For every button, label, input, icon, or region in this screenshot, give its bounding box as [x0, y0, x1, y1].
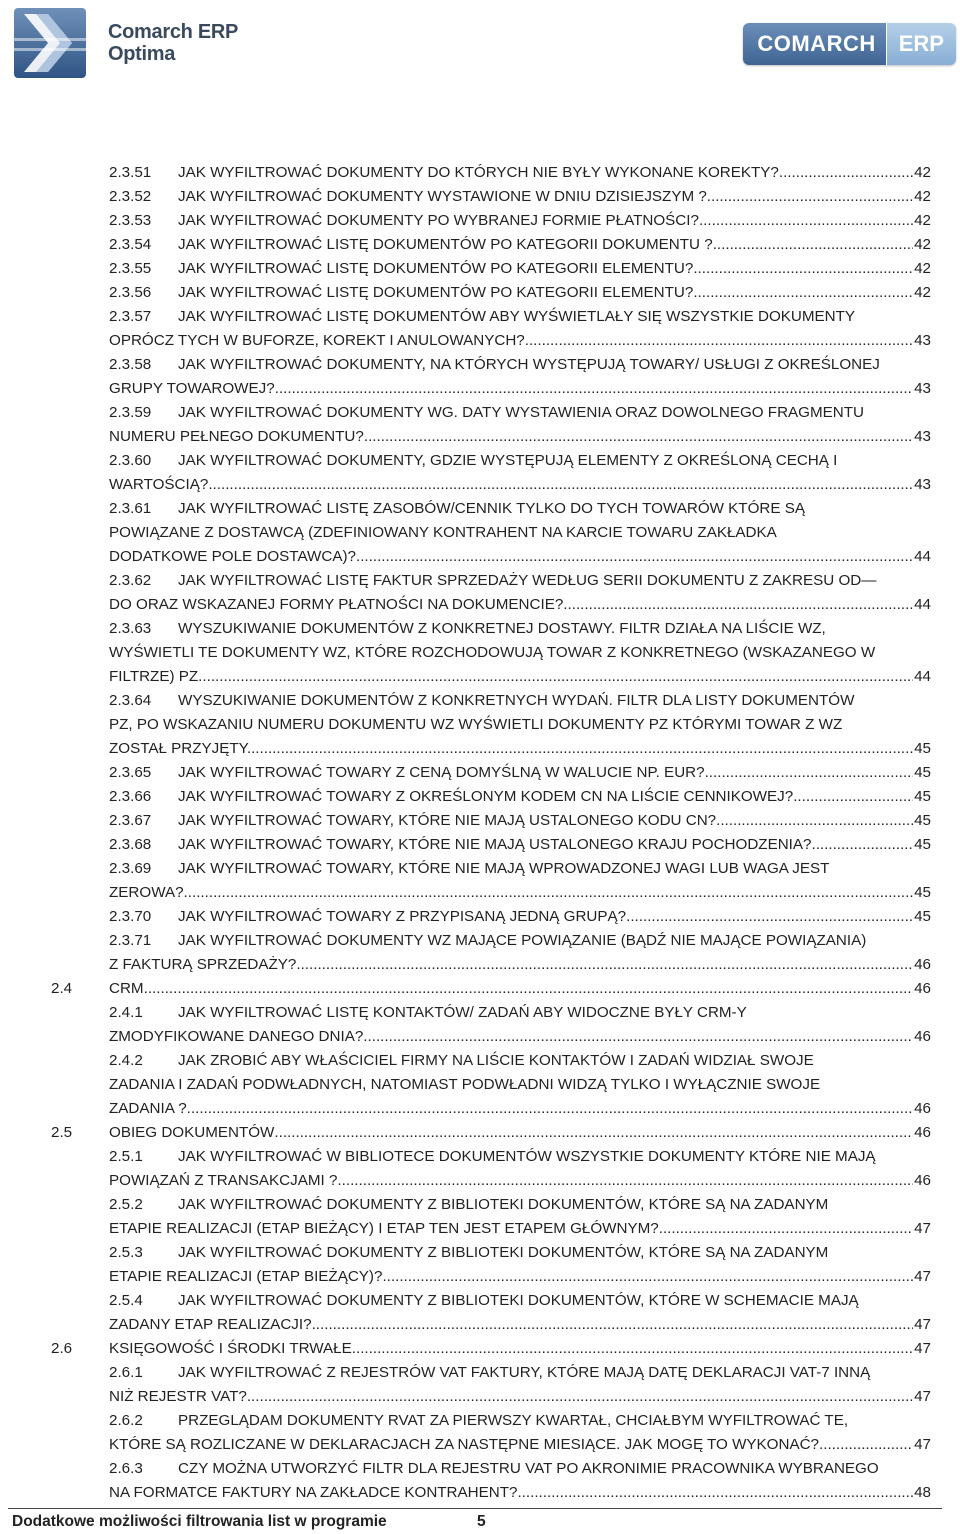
- dot-leader: [274, 1121, 913, 1145]
- toc-page-number: 45: [914, 740, 931, 757]
- toc-entry-title: FILTRZE) PZ.: [109, 668, 203, 685]
- toc-entry-number: 2.3.70: [109, 908, 152, 925]
- toc-entry[interactable]: [0, 1145, 960, 1193]
- toc-entry-title: PRZEGLĄDAM DOKUMENTY RVAT ZA PIERWSZY KWARTAŁ, CHCIAŁBYM WYFILTROWAĆ TE,: [178, 1412, 849, 1429]
- toc-entry-number: 2.3.61: [109, 500, 152, 517]
- dot-leader: [296, 953, 913, 977]
- toc-entry-number: 2.3.63: [109, 620, 152, 637]
- toc-entry-title: JAK WYFILTROWAĆ DOKUMENTY PO WYBRANEJ FORMIE PŁATNOŚCI?: [178, 212, 699, 229]
- toc-entry[interactable]: [0, 353, 960, 401]
- toc-entry-number: 2.3.67: [109, 812, 152, 829]
- toc-entry-title: ZMODYFIKOWANE DANEGO DNIA?: [109, 1028, 364, 1045]
- toc-page-number: 45: [914, 788, 931, 805]
- toc-entry-title: POWIĄZANE Z DOSTAWCĄ (ZDEFINIOWANY KONTRAHENT NA KARCIE TOWARU ZAKŁADKA: [109, 524, 777, 541]
- toc-entry[interactable]: [0, 929, 960, 977]
- dot-leader: [713, 233, 913, 257]
- toc-entry-title: JAK WYFILTROWAĆ LISTĘ DOKUMENTÓW PO KATEGORII DOKUMENTU ?: [178, 236, 713, 253]
- toc-entry-title: JAK WYFILTROWAĆ TOWARY Z PRZYPISANĄ JEDNĄ GRUPĄ?: [178, 908, 627, 925]
- dot-leader: [187, 1097, 913, 1121]
- toc-entry[interactable]: [0, 161, 960, 185]
- erp-brand-text: ERP: [886, 23, 956, 65]
- toc-page-number: 43: [914, 380, 931, 397]
- toc-entry-number: 2.4.1: [109, 1004, 143, 1021]
- toc-page-number: 42: [914, 284, 931, 301]
- dot-leader: [563, 593, 913, 617]
- toc-entry-number: 2.5.3: [109, 1244, 143, 1261]
- comarch-erp-optima-logo: [14, 8, 238, 78]
- toc-entry[interactable]: [0, 449, 960, 497]
- toc-entry-title: ZOSTAŁ PRZYJĘTY.: [109, 740, 252, 757]
- toc-page-number: 47: [914, 1220, 931, 1237]
- dot-leader: [707, 185, 913, 209]
- toc-entry-title: JAK WYFILTROWAĆ TOWARY Z CENĄ DOMYŚLNĄ W WALUCIE NP. EUR?: [178, 764, 705, 781]
- toc-page-number: 47: [914, 1388, 931, 1405]
- optima-logo-icon: [14, 8, 86, 78]
- toc-entry-title: PZ, PO WSKAZANIU NUMERU DOKUMENTU WZ WYŚWIETLI DOKUMENTY PZ KTÓRYMI TOWAR Z WZ: [109, 716, 843, 733]
- toc-entry-title: JAK ZROBIĆ ABY WŁAŚCICIEL FIRMY NA LIŚCIE KONTAKTÓW I ZADAŃ WIDZIAŁ SWOJE: [178, 1052, 814, 1069]
- dot-leader: [202, 665, 913, 689]
- dot-leader: [247, 1385, 913, 1409]
- toc-entry[interactable]: [0, 185, 960, 209]
- toc-entry-title: JAK WYFILTROWAĆ TOWARY, KTÓRE NIE MAJĄ USTALONEGO KRAJU POCHODZENIA?: [178, 836, 812, 853]
- toc-page-number: 45: [914, 908, 931, 925]
- toc-entry-title: JAK WYFILTROWAĆ LISTĘ DOKUMENTÓW PO KATEGORII ELEMENTU?: [178, 284, 694, 301]
- toc-entry-title: CZY MOŻNA UTWORZYĆ FILTR DLA REJESTRU VAT PO AKRONIMIE PRACOWNIKA WYBRANEGO: [178, 1460, 879, 1477]
- dot-leader: [693, 257, 913, 281]
- toc-entry-title: JAK WYFILTROWAĆ DOKUMENTY Z BIBLIOTEKI DOKUMENTÓW, KTÓRE SĄ NA ZADANYM: [178, 1244, 829, 1261]
- toc-entry-number: 2.3.52: [109, 188, 152, 205]
- toc-entry[interactable]: [0, 401, 960, 449]
- toc-entry[interactable]: [0, 809, 960, 833]
- toc-entry-number: 2.5.1: [109, 1148, 143, 1165]
- page-header: [0, 0, 960, 100]
- toc-entry-number: 2.3.53: [109, 212, 152, 229]
- dot-leader: [352, 1337, 913, 1361]
- toc-entry-title: JAK WYFILTROWAĆ TOWARY, KTÓRE NIE MAJĄ USTALONEGO KODU CN?: [178, 812, 717, 829]
- toc-entry-title: Z FAKTURĄ SPRZEDAŻY?: [109, 956, 297, 973]
- toc-page-number: 43: [914, 476, 931, 493]
- toc-entry-title: JAK WYFILTROWAĆ DOKUMENTY WZ MAJĄCE POWIĄZANIE (BĄDŹ NIE MAJĄCE POWIĄZANIA): [178, 932, 867, 949]
- toc-entry-number: 2.4: [51, 980, 73, 997]
- toc-page-number: 44: [914, 596, 931, 613]
- toc-entry-title: ZADANIA ?: [109, 1100, 187, 1117]
- toc-entry-number: 2.6.1: [109, 1364, 143, 1381]
- toc-entry[interactable]: [0, 617, 960, 689]
- toc-entry-title: OBIEG DOKUMENTÓW: [109, 1124, 275, 1141]
- toc-entry-title: GRUPY TOWAROWEJ?: [109, 380, 275, 397]
- toc-page-number: 45: [914, 812, 931, 829]
- toc-entry[interactable]: [0, 1361, 960, 1409]
- toc-entry[interactable]: [0, 905, 960, 929]
- toc-page-number: 46: [914, 1100, 931, 1117]
- toc-entry-title: JAK WYFILTROWAĆ DOKUMENTY WG. DATY WYSTAWIENIA ORAZ DOWOLNEGO FRAGMENTU: [178, 404, 864, 421]
- toc-entry-number: 2.3.69: [109, 860, 152, 877]
- toc-page-number: 43: [914, 332, 931, 349]
- toc-page-number: 46: [914, 956, 931, 973]
- toc-entry[interactable]: [0, 1193, 960, 1241]
- toc-entry[interactable]: [0, 305, 960, 353]
- dot-leader: [659, 1217, 913, 1241]
- toc-entry-title: NIŻ REJESTR VAT?: [109, 1388, 247, 1405]
- toc-entry-title: JAK WYFILTROWAĆ DOKUMENTY Z BIBLIOTEKI DOKUMENTÓW, KTÓRE W SCHEMACIE MAJĄ: [178, 1292, 859, 1309]
- toc-entry-title: JAK WYFILTROWAĆ LISTĘ FAKTUR SPRZEDAŻY WEDŁUG SERII DOKUMENTU Z ZAKRESU OD—: [178, 572, 877, 589]
- toc-page-number: 42: [914, 164, 931, 181]
- toc-entry-title: OPRÓCZ TYCH W BUFORZE, KOREKT I ANULOWANYCH?: [109, 332, 525, 349]
- toc-entry-title: JAK WYFILTROWAĆ DOKUMENTY Z BIBLIOTEKI DOKUMENTÓW, KTÓRE SĄ NA ZADANYM: [178, 1196, 829, 1213]
- toc-entry-title: JAK WYFILTROWAĆ TOWARY, KTÓRE NIE MAJĄ WPROWADZONEJ WAGI LUB WAGA JEST: [178, 860, 830, 877]
- toc-page-number: 46: [914, 1028, 931, 1045]
- toc-entry-title: JAK WYFILTROWAĆ TOWARY Z OKREŚLONYM KODEM CN NA LIŚCIE CENNIKOWEJ?: [178, 788, 794, 805]
- toc-entry-number: 2.3.59: [109, 404, 152, 421]
- toc-page-number: 46: [914, 1124, 931, 1141]
- toc-entry[interactable]: [0, 833, 960, 857]
- dot-leader: [312, 1313, 914, 1337]
- toc-entry-number: 2.3.60: [109, 452, 152, 469]
- toc-page-number: 45: [914, 764, 931, 781]
- toc-entry-title: DO ORAZ WSKAZANEJ FORMY PŁATNOŚCI NA DOKUMENCIE?: [109, 596, 564, 613]
- dot-leader: [693, 281, 913, 305]
- toc-entry[interactable]: [0, 1457, 960, 1505]
- toc-entry-number: 2.6.2: [109, 1412, 143, 1429]
- toc-entry[interactable]: [0, 257, 960, 281]
- dot-leader: [144, 977, 914, 1001]
- toc-entry[interactable]: [0, 1337, 960, 1361]
- dot-leader: [793, 785, 913, 809]
- dot-leader: [208, 473, 913, 497]
- toc-entry-title: NUMERU PEŁNEGO DOKUMENTU?: [109, 428, 364, 445]
- logo-line-2: Optima: [108, 43, 176, 65]
- toc-page-number: 47: [914, 1340, 931, 1357]
- dot-leader: [811, 833, 913, 857]
- toc-entry-title: JAK WYFILTROWAĆ Z REJESTRÓW VAT FAKTURY, KTÓRE MAJĄ DATĘ DEKLARACJI VAT-7 INNĄ: [178, 1364, 871, 1381]
- toc-entry-number: 2.3.65: [109, 764, 152, 781]
- toc-page-number: 47: [914, 1268, 931, 1285]
- dot-leader: [382, 1265, 913, 1289]
- toc-entry-number: 2.3.66: [109, 788, 152, 805]
- toc-entry-title: CRM: [109, 980, 144, 997]
- toc-entry[interactable]: [0, 209, 960, 233]
- logo-line-1: Comarch ERP: [108, 21, 239, 43]
- toc-entry-title: POWIĄZAŃ Z TRANSAKCJAMI ?: [109, 1172, 338, 1189]
- toc-entry-number: 2.3.51: [109, 164, 152, 181]
- table-of-contents: [0, 161, 960, 1505]
- toc-entry[interactable]: [0, 1289, 960, 1337]
- toc-entry-title: JAK WYFILTROWAĆ LISTĘ DOKUMENTÓW PO KATEGORII ELEMENTU?: [178, 260, 694, 277]
- dot-leader: [819, 1433, 913, 1457]
- dot-leader: [699, 209, 913, 233]
- toc-entry[interactable]: [0, 689, 960, 761]
- toc-entry-number: 2.3.62: [109, 572, 152, 589]
- toc-entry-number: 2.5.4: [109, 1292, 143, 1309]
- dot-leader: [363, 1025, 913, 1049]
- toc-entry-title: WYSZUKIWANIE DOKUMENTÓW Z KONKRETNYCH WYDAŃ. FILTR DLA LISTY DOKUMENTÓW: [178, 692, 855, 709]
- toc-entry-number: 2.3.71: [109, 932, 152, 949]
- toc-entry-title: JAK WYFILTROWAĆ LISTĘ DOKUMENTÓW ABY WYŚWIETLAŁY SIĘ WSZYSTKIE DOKUMENTY: [178, 308, 856, 325]
- toc-entry[interactable]: [0, 1001, 960, 1049]
- toc-entry[interactable]: [0, 785, 960, 809]
- toc-entry-title: JAK WYFILTROWAĆ DOKUMENTY, NA KTÓRYCH WYSTĘPUJĄ TOWARY/ USŁUGI Z OKREŚLONEJ: [178, 356, 880, 373]
- toc-entry[interactable]: [0, 977, 960, 1001]
- comarch-brand-text: COMARCH: [743, 23, 885, 65]
- dot-leader: [517, 1481, 913, 1505]
- toc-entry-number: 2.5.2: [109, 1196, 143, 1213]
- toc-entry-title: ETAPIE REALIZACJI (ETAP BIEŻĄCY) I ETAP TEN JEST ETAPEM GŁÓWNYM?: [109, 1220, 659, 1237]
- toc-entry[interactable]: [0, 569, 960, 617]
- toc-entry[interactable]: [0, 497, 960, 569]
- comarch-erp-logo: [743, 23, 956, 65]
- toc-entry[interactable]: [0, 1409, 960, 1457]
- toc-page-number: 46: [914, 1172, 931, 1189]
- toc-page-number: 45: [914, 884, 931, 901]
- toc-entry-title: WARTOŚCIĄ?: [109, 476, 209, 493]
- toc-entry-title: ZADANIA I ZADAŃ PODWŁADNYCH, NATOMIAST PODWŁADNI WIDZĄ TYLKO I WYŁĄCZNIE SWOJE: [109, 1076, 821, 1093]
- toc-page-number: 44: [914, 668, 931, 685]
- toc-entry-title: KSIĘGOWOŚĆ I ŚRODKI TRWAŁE: [109, 1340, 352, 1357]
- toc-page-number: 43: [914, 428, 931, 445]
- toc-page-number: 47: [914, 1316, 931, 1333]
- dot-leader: [251, 737, 913, 761]
- toc-entry[interactable]: [0, 1241, 960, 1289]
- toc-page-number: 42: [914, 188, 931, 205]
- toc-entry-number: 2.3.68: [109, 836, 152, 853]
- dot-leader: [275, 377, 913, 401]
- toc-page-number: 42: [914, 212, 931, 229]
- toc-entry-title: JAK WYFILTROWAĆ DOKUMENTY WYSTAWIONE W DNIU DZISIEJSZYM ?: [178, 188, 707, 205]
- footer-divider: [8, 1508, 942, 1509]
- dot-leader: [356, 545, 913, 569]
- dot-leader: [716, 809, 913, 833]
- toc-page-number: 46: [914, 980, 931, 997]
- toc-entry-title: KTÓRE SĄ ROZLICZANE W DEKLARACJACH ZA NASTĘPNE MIESIĄCE. JAK MOGĘ TO WYKONAĆ?: [109, 1436, 820, 1453]
- toc-entry-title: DODATKOWE POLE DOSTAWCA)?: [109, 548, 356, 565]
- toc-entry-title: JAK WYFILTROWAĆ DOKUMENTY, GDZIE WYSTĘPUJĄ ELEMENTY Z OKREŚLONĄ CECHĄ I: [178, 452, 838, 469]
- toc-entry-number: 2.6.3: [109, 1460, 143, 1477]
- page-number: 5: [477, 1513, 486, 1530]
- toc-entry-title: ZADANY ETAP REALIZACJI?: [109, 1316, 312, 1333]
- toc-entry[interactable]: [0, 1121, 960, 1145]
- footer-title: Dodatkowe możliwości filtrowania list w programie: [12, 1513, 387, 1530]
- toc-entry-title: WYŚWIETLI TE DOKUMENTY WZ, KTÓRE ROZCHODOWUJĄ TOWAR Z KONKRETNEGO (WSKAZANEGO W: [109, 644, 876, 661]
- toc-entry-title: JAK WYFILTROWAĆ W BIBLIOTECE DOKUMENTÓW WSZYSTKIE DOKUMENTY KTÓRE NIE MAJĄ: [178, 1148, 876, 1165]
- dot-leader: [364, 425, 913, 449]
- toc-page-number: 47: [914, 1436, 931, 1453]
- toc-entry-number: 2.3.64: [109, 692, 152, 709]
- toc-entry-number: 2.6: [51, 1340, 73, 1357]
- toc-entry[interactable]: [0, 233, 960, 257]
- toc-entry-number: 2.3.57: [109, 308, 152, 325]
- dot-leader: [779, 161, 913, 185]
- toc-entry-title: JAK WYFILTROWAĆ LISTĘ KONTAKTÓW/ ZADAŃ ABY WIDOCZNE BYŁY CRM-Y: [178, 1004, 747, 1021]
- toc-page-number: 45: [914, 836, 931, 853]
- toc-page-number: 42: [914, 260, 931, 277]
- toc-entry-title: WYSZUKIWANIE DOKUMENTÓW Z KONKRETNEJ DOSTAWY. FILTR DZIAŁA NA LIŚCIE WZ,: [178, 620, 826, 637]
- toc-entry-title: NA FORMATCE FAKTURY NA ZAKŁADCE KONTRAHENT?: [109, 1484, 518, 1501]
- dot-leader: [184, 881, 914, 905]
- toc-entry-number: 2.3.58: [109, 356, 152, 373]
- toc-entry-number: 2.3.54: [109, 236, 152, 253]
- toc-entry-title: JAK WYFILTROWAĆ LISTĘ ZASOBÓW/CENNIK TYLKO DO TYCH TOWARÓW KTÓRE SĄ: [178, 500, 805, 517]
- dot-leader: [705, 761, 914, 785]
- dot-leader: [337, 1169, 913, 1193]
- toc-entry[interactable]: [0, 857, 960, 905]
- toc-entry[interactable]: [0, 281, 960, 305]
- toc-entry-number: 2.3.56: [109, 284, 152, 301]
- dot-leader: [626, 905, 913, 929]
- toc-entry[interactable]: [0, 761, 960, 785]
- toc-page-number: 42: [914, 236, 931, 253]
- dot-leader: [525, 329, 913, 353]
- toc-page-number: 48: [914, 1484, 931, 1501]
- toc-entry-title: ZEROWA?: [109, 884, 184, 901]
- toc-entry-number: 2.5: [51, 1124, 73, 1141]
- toc-entry[interactable]: [0, 1049, 960, 1121]
- toc-entry-number: 2.4.2: [109, 1052, 143, 1069]
- toc-entry-number: 2.3.55: [109, 260, 152, 277]
- toc-entry-title: JAK WYFILTROWAĆ DOKUMENTY DO KTÓRYCH NIE BYŁY WYKONANE KOREKTY?: [178, 164, 779, 181]
- toc-page-number: 44: [914, 548, 931, 565]
- toc-entry-title: ETAPIE REALIZACJI (ETAP BIEŻĄCY)?: [109, 1268, 383, 1285]
